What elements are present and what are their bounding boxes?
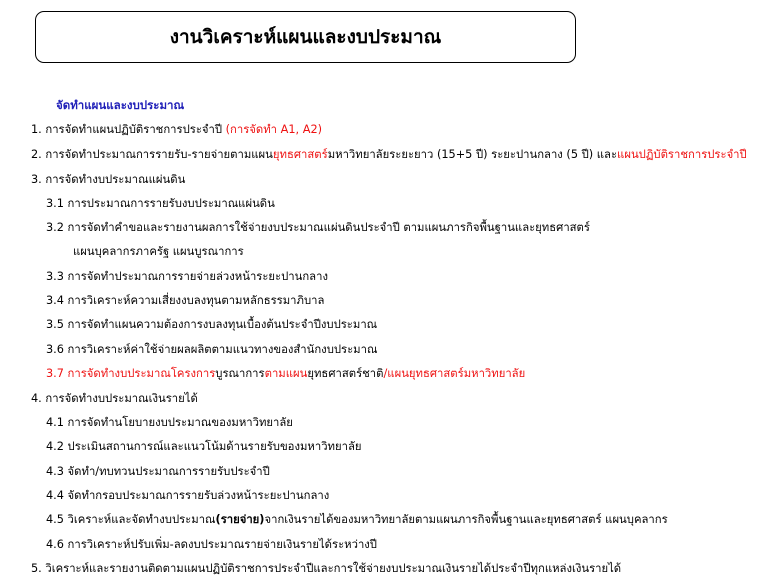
list-item-3-2-continuation: แผนบุคลากรภาครัฐ แผนบูรณาการ — [73, 245, 244, 258]
list-item-4-6: 4.6 การวิเคราะห์ปรับเพิ่ม-ลดงบประมาณรายจ่ายเงินรายได้ระหว่างปี — [46, 538, 377, 551]
list-item-2-text-b: มหาวิทยาลัยระยะยาว (15+5 ปี) ระยะปานกลาง (5 ปี) และ — [327, 148, 618, 161]
list-item-3-7-part-c: ตามแผน — [264, 367, 308, 380]
list-item-4-5-part-c: จากเงินรายได้ของมหาวิทยาลัยตามแผนภารกิจพื้นฐานและยุทธศาสตร์ แผนบุคลากร — [264, 513, 668, 526]
list-item-3-5: 3.5 การจัดทำแผนความต้องการงบลงทุนเบื้องต้นประจำปีงบประมาณ — [46, 318, 378, 331]
list-item-3-4: 3.4 การวิเคราะห์ความเสี่ยงงบลงทุนตามหลักธรรมาภิบาล — [46, 294, 325, 307]
list-item-3-1: 3.1 การประมาณการรายรับงบประมาณแผ่นดิน — [46, 197, 275, 210]
list-item-3-6: 3.6 การวิเคราะห์ค่าใช้จ่ายผลผลิตตามแนวทางของสำนักงบประมาณ — [46, 343, 378, 356]
page-title-box — [35, 11, 576, 63]
page-title: งานวิเคราะห์แผนและงบประมาณ — [169, 26, 442, 48]
section-subheading: จัดทำแผนและงบประมาณ — [56, 98, 185, 112]
list-item-4-5 — [46, 513, 668, 527]
list-item-4-4: 4.4 จัดทำกรอบประมาณการรายรับล่วงหน้าระยะปานกลาง — [46, 489, 330, 502]
list-item-4-5-part-b: (รายจ่าย) — [215, 513, 265, 526]
list-item-3-7-part-d: ยุทธศาสตร์ชาติ — [307, 367, 384, 380]
list-item-4-3: 4.3 จัดทำ/ทบทวนประมาณการรายรับประจำปี — [46, 465, 270, 478]
list-item-4-1: 4.1 การจัดทำนโยบายงบประมาณของมหาวิทยาลัย — [46, 416, 293, 429]
list-item-2-highlight-b: แผนปฏิบัติราชการประจำปี — [617, 148, 747, 161]
list-item-4-2: 4.2 ประเมินสถานการณ์และแนวโน้มด้านรายรับของมหาวิทยาลัย — [46, 440, 362, 453]
list-item-1-text: 1. การจัดทำแผนปฏิบัติราชการประจำปี — [31, 123, 226, 136]
list-item-3-3: 3.3 การจัดทำประมาณการรายจ่ายล่วงหน้าระยะปานกลาง — [46, 270, 328, 283]
list-item-4-5-part-a: 4.5 วิเคราะห์และจัดทำงบประมาณ — [46, 513, 216, 526]
list-item-3-7-part-a: 3.7 การจัดทำงบประมาณโครงการ — [46, 367, 216, 380]
list-item-5: 5. วิเคราะห์และรายงานติดตามแผนปฏิบัติราชการประจำปีและการใช้จ่ายงบประมาณเงินรายได้ประจำปีทุกแหล่งเงินรายได้ — [31, 562, 622, 575]
list-item-1-note: (การจัดทำ A1, A2) — [225, 123, 323, 136]
list-item-2-text-a: 2. การจัดทำประมาณการรายรับ-รายจ่ายตามแผน — [31, 148, 273, 161]
list-item-3: 3. การจัดทำงบประมาณแผ่นดิน — [31, 173, 186, 186]
list-item-3-2: 3.2 การจัดทำคำขอและรายงานผลการใช้จ่ายงบประมาณแผ่นดินประจำปี ตามแผนภารกิจพื้นฐานและยุทธศาสตร์ — [46, 221, 590, 234]
list-item-3-7-part-e: /แผนยุทธศาสตร์มหาวิทยาลัย — [383, 367, 526, 380]
list-item-2 — [31, 148, 747, 162]
list-item-1 — [31, 123, 322, 137]
list-item-4: 4. การจัดทำงบประมาณเงินรายได้ — [31, 392, 198, 405]
list-item-3-7-part-b: บูรณาการ — [215, 367, 265, 380]
list-item-3-7 — [46, 367, 525, 381]
list-item-2-highlight-a: ยุทธศาสตร์ — [272, 148, 328, 161]
